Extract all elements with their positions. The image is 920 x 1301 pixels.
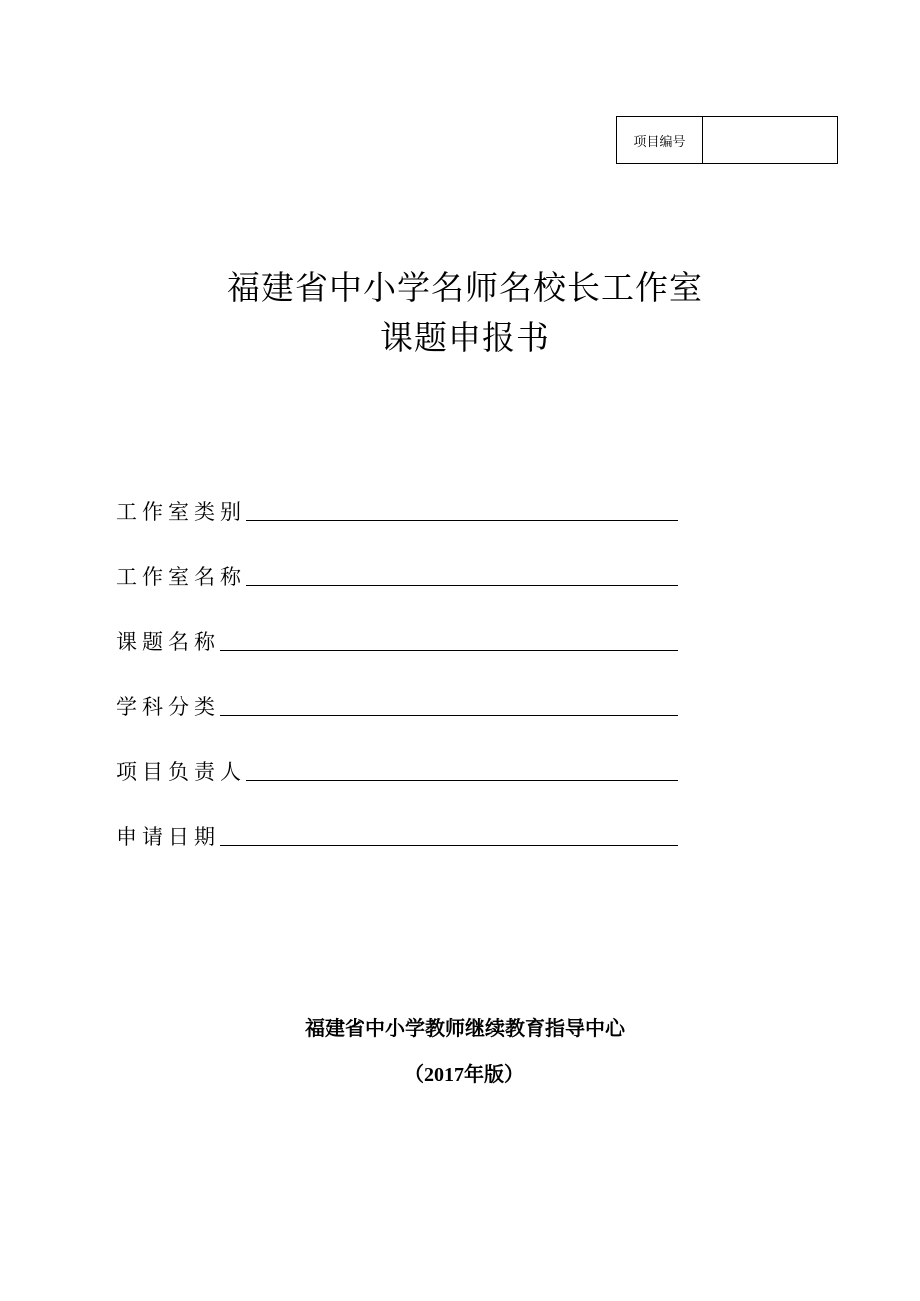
field-subject-category [116,685,678,719]
document-title: 福建省中小学名师名校长工作室 [227,268,703,307]
field-project-leader-label: 项目负责人 [116,760,246,784]
project-number-box [616,116,838,164]
field-studio-name [116,555,678,589]
field-topic-name-label: 课题名称 [116,630,220,654]
field-subject-category-label: 学科分类 [116,695,220,719]
field-topic-name [116,620,678,654]
field-studio-category [116,490,678,524]
issuing-organization: 福建省中小学教师继续教育指导中心 [305,1016,625,1040]
field-project-leader [116,750,678,784]
field-application-date-label: 申请日期 [116,825,220,849]
field-studio-category-label: 工作室类别 [116,500,246,524]
project-number-field[interactable] [703,117,837,163]
field-subject-category-input[interactable] [220,693,678,716]
field-studio-name-input[interactable] [246,563,678,586]
project-number-label: 项目编号 [617,117,703,163]
field-application-date [116,815,678,849]
edition-version: （2017年版） [404,1064,524,1086]
field-studio-name-label: 工作室名称 [116,565,246,589]
field-application-date-input[interactable] [220,823,678,846]
field-studio-category-input[interactable] [246,498,678,521]
field-project-leader-input[interactable] [246,758,678,781]
document-subtitle: 课题申报书 [380,318,550,357]
field-topic-name-input[interactable] [220,628,678,651]
